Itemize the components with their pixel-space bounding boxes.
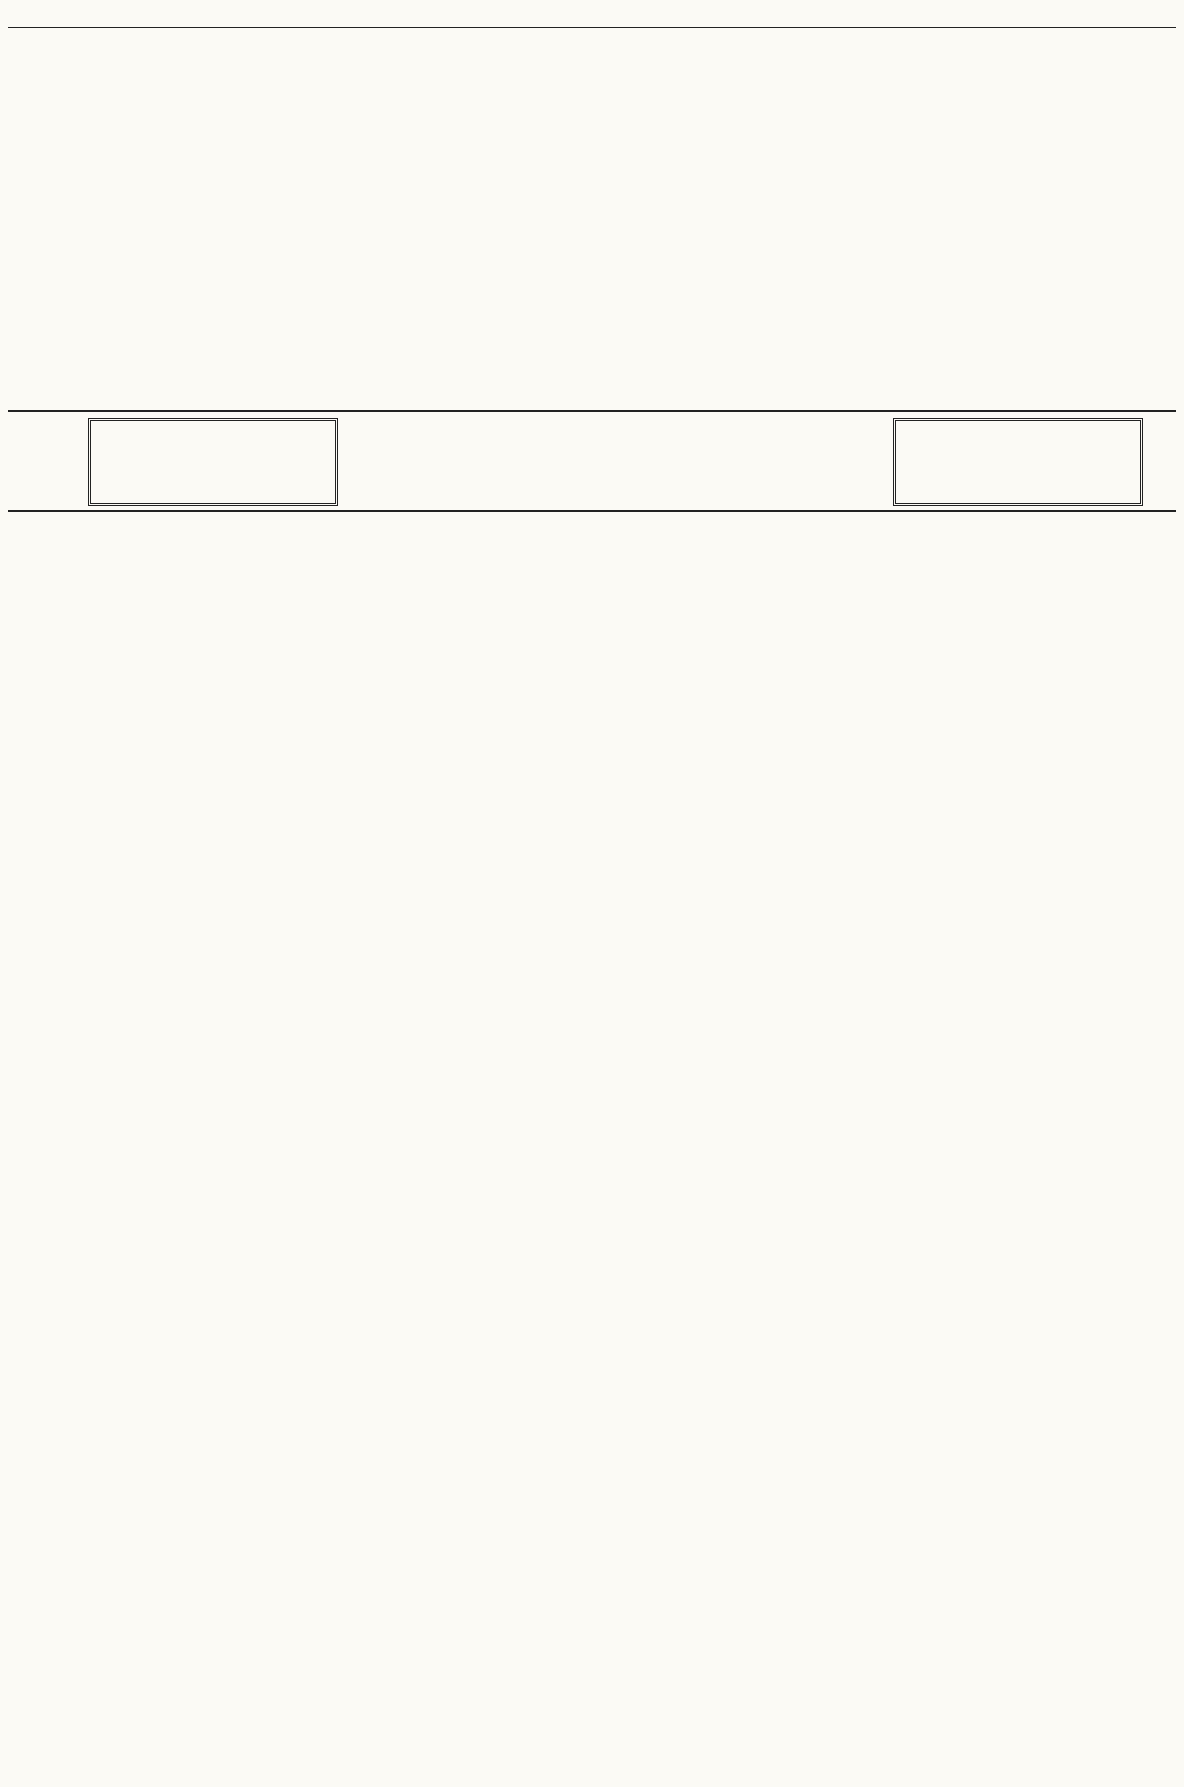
- masthead: [8, 6, 1176, 28]
- buyers-directory-box: [893, 418, 1143, 506]
- carolers-illustration: [348, 414, 883, 510]
- directory-banner: [8, 410, 1176, 512]
- help-wanted-section: [8, 30, 1176, 405]
- household-directory-box: [88, 418, 338, 506]
- service-directory: [8, 516, 1176, 1784]
